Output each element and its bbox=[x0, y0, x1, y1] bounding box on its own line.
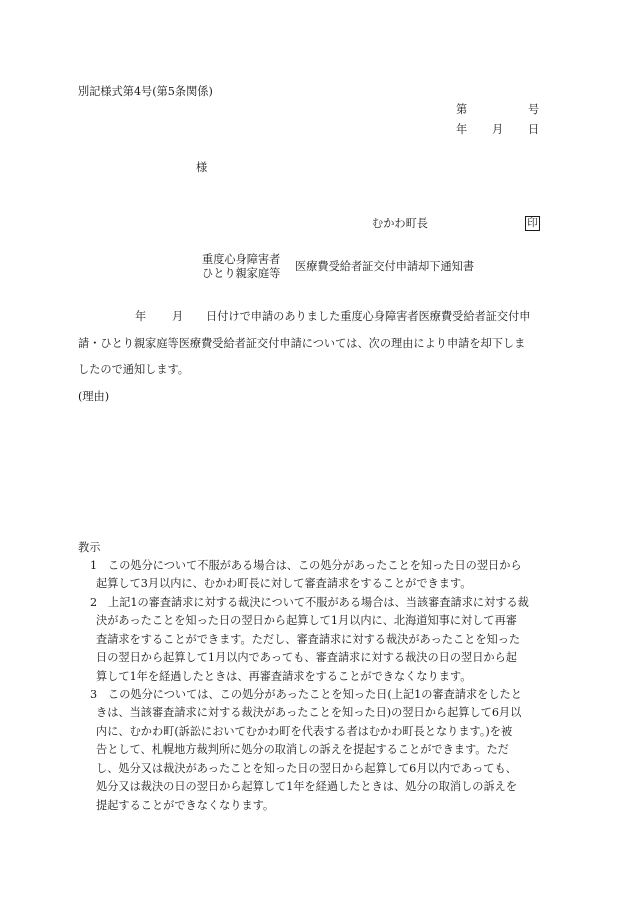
instruction-item-2-line-5: 算して1年を経過したときは、再審査請求をすることができなくなります。 bbox=[96, 670, 472, 683]
date-day: 日 bbox=[528, 123, 540, 136]
number-dai: 第 bbox=[456, 103, 468, 116]
instruction-item-1-num: 1 bbox=[90, 559, 98, 572]
subject-main: 医療費受給者証交付申請却下通知書 bbox=[295, 260, 475, 273]
instruction-item-3-line-4: 告として、札幌地方裁判所に処分の取消しの訴えを提起することができます。ただ bbox=[96, 743, 509, 756]
form-label: 別記様式第4号(第5条関係) bbox=[78, 85, 213, 98]
instruction-item-3-line-5: し、処分又は裁決があったことを知った日の翌日から起算して6月以内であっても、 bbox=[96, 762, 517, 775]
instruction-item-1-line-2: 起算して3月以内に、むかわ町長に対して審査請求をすることができます。 bbox=[96, 577, 472, 590]
body-line1-month: 月 bbox=[172, 310, 184, 323]
instruction-item-2-num: 2 bbox=[90, 596, 98, 609]
instruction-item-2-line-4: 日の翌日から起算して1月以内であっても、審査請求に対する裁決の日の翌日から起 bbox=[96, 651, 517, 664]
instruction-item-3-line-7: 提起することができなくなります。 bbox=[96, 799, 275, 812]
seal-mark bbox=[525, 216, 540, 231]
subject-prefix-line2: ひとり親家庭等 bbox=[202, 267, 281, 280]
instruction-title: 教示 bbox=[78, 541, 101, 554]
instruction-item-1-line-1: この処分について不服がある場合は、この処分があったことを知った日の翌日から bbox=[108, 559, 522, 572]
date-month: 月 bbox=[492, 123, 504, 136]
number-go: 号 bbox=[528, 103, 540, 116]
instruction-item-2-line-1: 上記1の審査請求に対する裁決について不服がある場合は、当該審査請求に対する裁 bbox=[108, 596, 529, 609]
body-line1-year: 年 bbox=[135, 310, 147, 323]
sender-title: むかわ町長 bbox=[372, 217, 428, 230]
body-line3: したので通知します。 bbox=[78, 363, 189, 376]
instruction-item-3-line-6: 処分又は裁決の日の翌日から起算して1年を経過したときは、処分の取消しの訴えを bbox=[96, 780, 518, 793]
instruction-item-3-line-1: この処分については、この処分があったことを知った日(上記1の審査請求をしたと bbox=[108, 688, 522, 701]
instruction-item-2-line-2: 決があったことを知った日の翌日から起算して1月以内に、北海道知事に対して再審 bbox=[96, 614, 517, 627]
instruction-item-3-line-3: 内に、むかわ町(訴訟においてむかわ町を代表する者はむかわ町長となります。)を被 bbox=[96, 725, 513, 738]
reason-label: (理由) bbox=[78, 390, 110, 403]
date-year: 年 bbox=[456, 123, 468, 136]
addressee-suffix: 様 bbox=[196, 161, 208, 174]
instruction-item-3-line-2: きは、当該審査請求に対する裁決があったことを知った日)の翌日から起算して6月以 bbox=[96, 706, 522, 719]
body-line1-rest: 日付けで申請のありました重度心身障害者医療費受給者証交付申 bbox=[206, 310, 531, 323]
subject-prefix-line1: 重度心身障害者 bbox=[202, 253, 281, 266]
instruction-item-3-num: 3 bbox=[90, 688, 98, 701]
body-line2: 請・ひとり親家庭等医療費受給者証交付申請については、次の理由により申請を却下しま bbox=[78, 337, 526, 350]
seal-box: 印 bbox=[525, 216, 540, 231]
instruction-item-2-line-3: 査請求をすることができます。ただし、審査請求に対する裁決があったことを知った bbox=[96, 633, 521, 646]
